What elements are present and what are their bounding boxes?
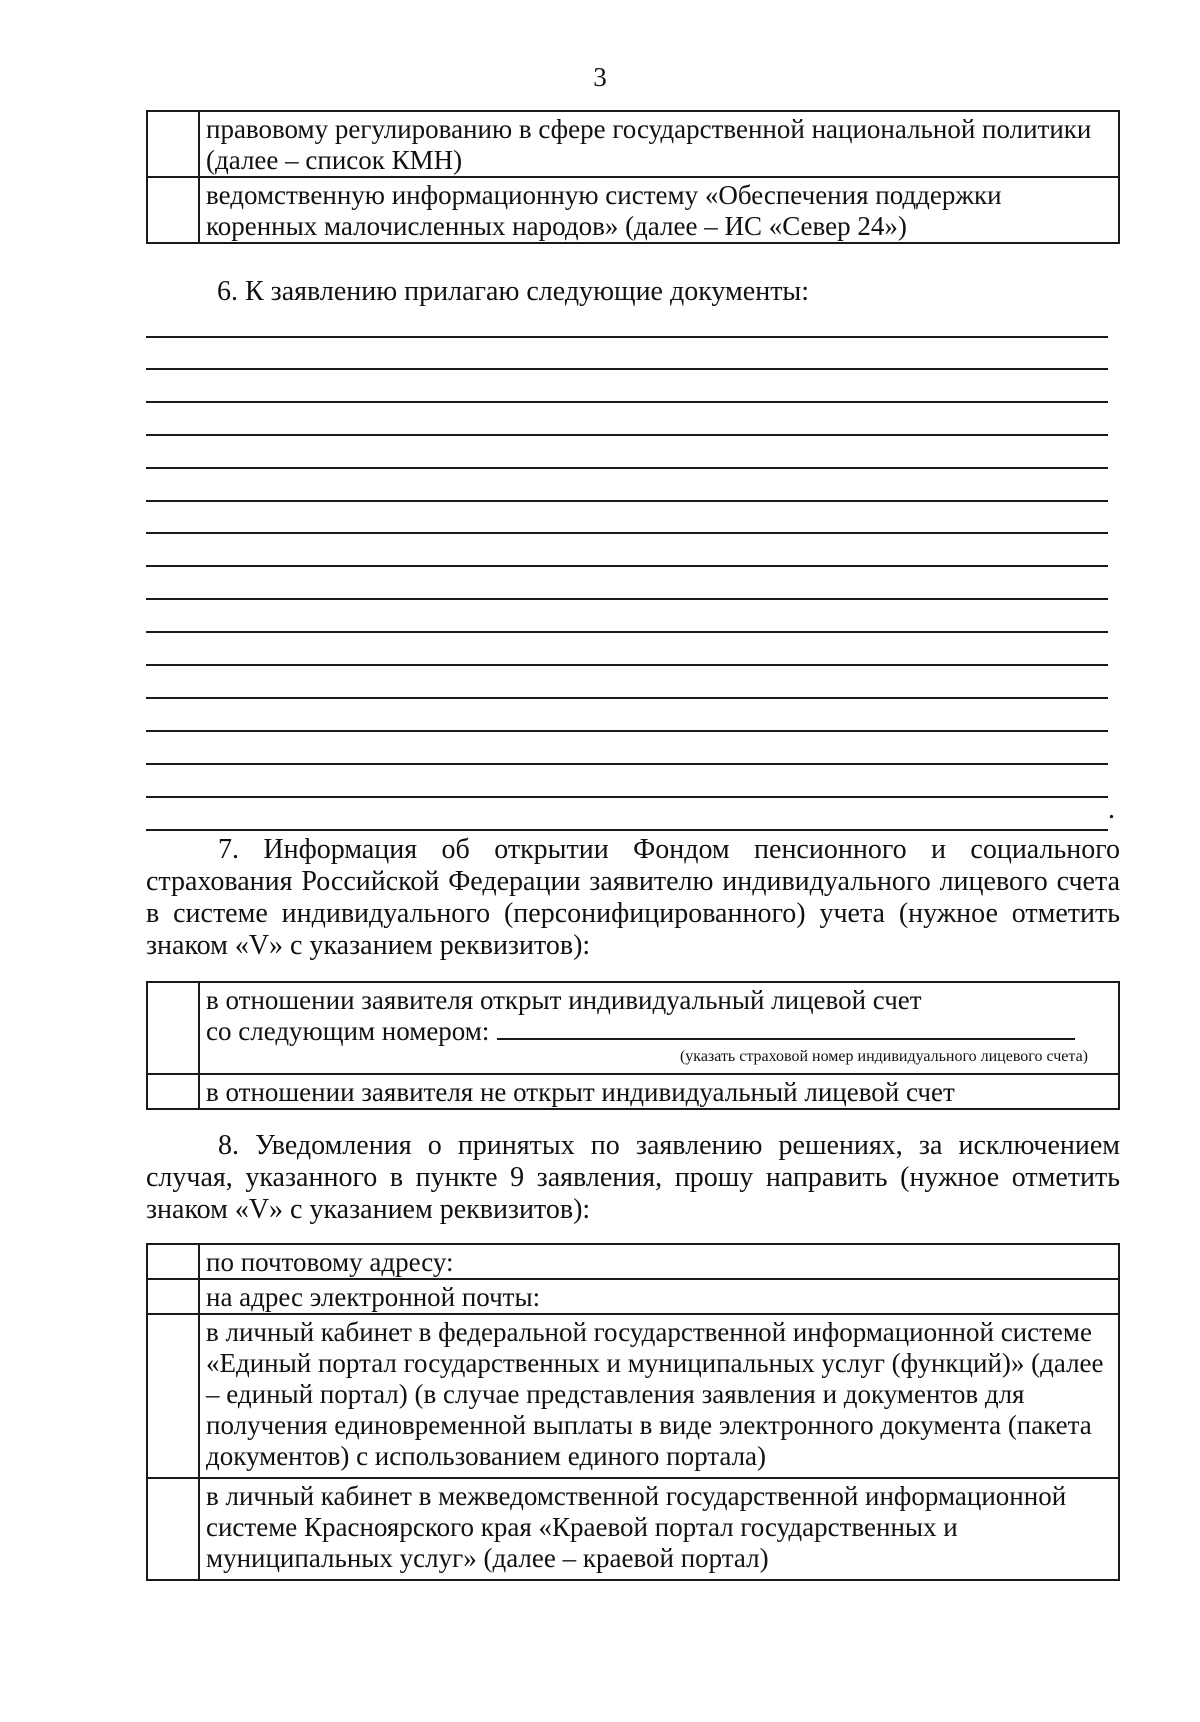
account-number-field[interactable] xyxy=(497,1016,1075,1040)
blank-line[interactable] xyxy=(146,796,1108,798)
row-label-sever24: ведомственную информационную систему «Обеспечения поддержки коренных малочисленных народов» (далее – ИС «Север 24») xyxy=(199,177,1119,243)
checkbox-cell-email[interactable] xyxy=(147,1279,199,1314)
page-number: 3 xyxy=(593,62,607,92)
blank-line[interactable] xyxy=(146,697,1108,699)
notification-table xyxy=(146,1243,1120,1581)
blank-line[interactable] xyxy=(146,763,1108,765)
account-table xyxy=(146,981,1120,1110)
blank-line[interactable] xyxy=(146,467,1108,469)
blank-line[interactable] xyxy=(146,434,1108,436)
table-row xyxy=(147,1478,1119,1580)
row-label-account-opened: в отношении заявителя открыт индивидуальный лицевой счет xyxy=(206,985,922,1015)
blank-line[interactable] xyxy=(146,664,1108,666)
list-table xyxy=(146,110,1120,244)
blank-line[interactable] xyxy=(146,336,1108,338)
checkbox-cell-sever24[interactable] xyxy=(147,177,199,243)
blank-line[interactable] xyxy=(146,598,1108,600)
checkbox-cell-regional-portal[interactable] xyxy=(147,1478,199,1580)
blank-line[interactable] xyxy=(146,500,1108,502)
blank-line[interactable] xyxy=(146,368,1108,370)
table-row xyxy=(147,1314,1119,1478)
row-label-federal-portal: в личный кабинет в федеральной государственной информационной системе «Единый портал государственных и муниципальных услуг (функций)» (далее – единый портал) (в случае представления заявления и документов для получения единовременной выплаты в виде электронного документа (пакета документов) с использованием единого портала) xyxy=(199,1314,1119,1478)
row-label-account-not-opened: в отношении заявителя не открыт индивидуальный лицевой счет xyxy=(199,1074,1119,1109)
blank-line[interactable] xyxy=(146,730,1108,732)
checkbox-cell-postal[interactable] xyxy=(147,1244,199,1279)
checkbox-cell-account-opened[interactable] xyxy=(147,982,199,1074)
table-row xyxy=(147,1074,1119,1109)
table-row xyxy=(147,177,1119,243)
blank-line[interactable] xyxy=(146,829,1108,831)
table-row xyxy=(147,982,1119,1074)
account-number-line xyxy=(206,1016,1112,1047)
section-7-paragraph: 7. Информация об открытии Фондом пенсионного и социального страхования Российской Федерации заявителю индивидуального лицевого счета в системе индивидуального (персонифицированного) учета (нужное отметить знаком «V» с указанием реквизитов): xyxy=(146,834,1120,961)
account-number-caption: (указать страховой номер индивидуального лицевого счета) xyxy=(679,1048,1088,1065)
end-period: . xyxy=(1108,794,1115,825)
table-row xyxy=(147,1244,1119,1279)
row-label-email: на адрес электронной почты: xyxy=(199,1279,1119,1314)
blank-line[interactable] xyxy=(146,532,1108,534)
checkbox-cell-federal-portal[interactable] xyxy=(147,1314,199,1478)
section-8-paragraph: 8. Уведомления о принятых по заявлению решениях, за исключением случая, указанного в пункте 9 заявления, прошу направить (нужное отметить знаком «V» с указанием реквизитов): xyxy=(146,1130,1120,1225)
table-row xyxy=(147,1279,1119,1314)
row-account-opened xyxy=(199,982,1119,1074)
row-label-kmn-list: правовому регулированию в сфере государственной национальной политики (далее – список КМН) xyxy=(199,111,1119,177)
blank-line[interactable] xyxy=(146,565,1108,567)
row-label-regional-portal: в личный кабинет в межведомственной государственной информационной системе Красноярского края «Краевой портал государственных и муниципальных услуг» (далее – краевой портал) xyxy=(199,1478,1119,1580)
blank-line[interactable] xyxy=(146,631,1108,633)
table-row xyxy=(147,111,1119,177)
row-label-postal: по почтовому адресу: xyxy=(199,1244,1119,1279)
checkbox-cell-account-not-opened[interactable] xyxy=(147,1074,199,1109)
checkbox-cell-kmn-list[interactable] xyxy=(147,111,199,177)
section-6-heading: 6. К заявлению прилагаю следующие документы: xyxy=(217,276,810,307)
blank-line[interactable] xyxy=(146,401,1108,403)
account-number-label: со следующим номером: xyxy=(206,1016,490,1046)
